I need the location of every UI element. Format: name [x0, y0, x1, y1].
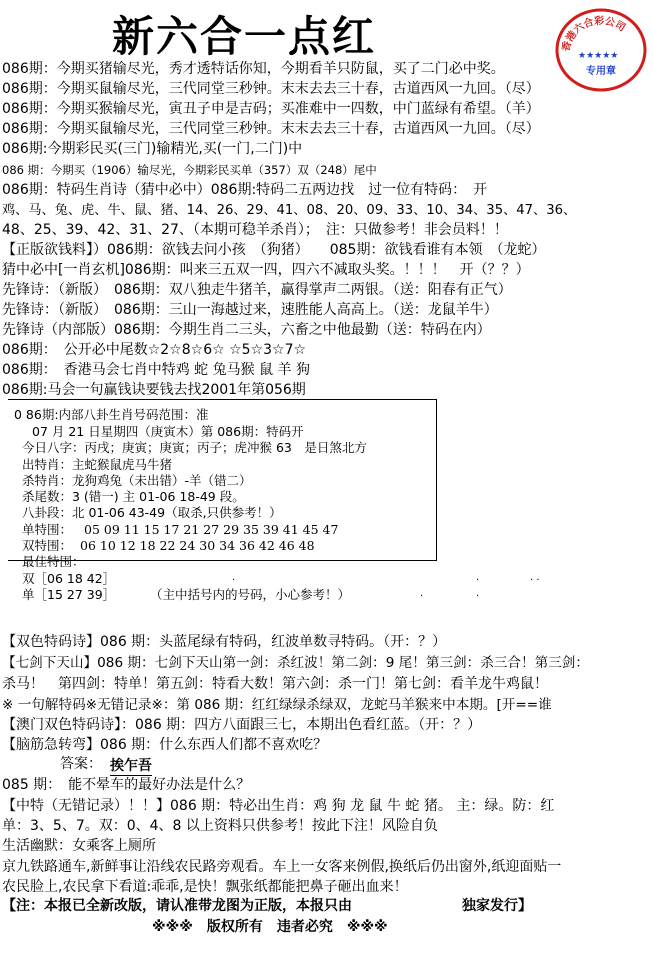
bottom-line: 【双色特码诗】086 期：头蓝尾绿有特码，红波单数寻特码。（开：？） [2, 634, 447, 650]
box-date: 07 月 21 日星期四（庚寅木）第 086期：特码开 [32, 424, 304, 439]
box-best-label: 最佳特围： [22, 554, 85, 569]
footer-publisher: 独家发行】 [462, 898, 532, 914]
top-line: 086期:马会一句赢钱诀要钱去找2001年第056期 [2, 382, 306, 398]
bottom-line: 【中特（无错记录）！！】086 期：特必出生肖：鸡 狗 龙 鼠 牛 蛇 猪。 主：绿。防：红 [2, 798, 555, 814]
bottom-line: 农民脸上,农民拿下看道:乖乖,是快！飘张纸都能把鼻子砸出血来！ [2, 879, 408, 895]
stray-dot: . [476, 572, 480, 583]
top-line: 先锋诗（内部版）086期：今期生肖二三头，六畜之中他最勤（送：特码在内） [2, 322, 491, 338]
box-note: （主中括号内的号码，小心参考！） [150, 587, 351, 602]
top-line: 48、25、39、42、31、27、（本期可稳羊杀肖）； 注：只做参考！非会员料！！ [2, 222, 508, 238]
box-bazi: 今日八字：丙戌；庚寅；庚寅；丙子；虎冲猴 63 是日煞北方 [22, 440, 367, 455]
box-odd-label: 单特围： [22, 522, 73, 537]
box-even-numbers: 06 10 12 18 22 24 30 34 36 42 46 48 [80, 538, 315, 553]
top-line: 086期：特码生肖诗（猜中必中）086期:特码二五两边找 过一位有特码： 开 [2, 182, 488, 198]
top-line: 猜中必中[一肖玄机]086期：叫来三五双一四，四六不减取头奖。！！！ 开（？？） [2, 262, 530, 278]
top-line: 鸡、马、兔、虎、牛、鼠、猪、14、26、29、41、08、20、09、33、10、34、35、47、36、 [2, 203, 577, 218]
bottom-line: 京九铁路通车,新鲜事让沿线农民路旁观看。车上一女客来例假,换纸后仍出窗外,纸迎面贴一 [2, 859, 562, 875]
top-line: 086期： 香港马会七肖中特鸡 蛇 兔马猴 鼠 羊 狗 [2, 362, 310, 378]
seal-stars: ★★★★★ [578, 51, 619, 61]
footer-note: 【注：本报已全新改版，请认准带龙图为正版，本报只由 [2, 898, 352, 914]
stray-dot: . [420, 588, 424, 599]
top-line: 086期:今期彩民买(三门)输精光,买(一门,二门)中 [2, 141, 303, 157]
seal-outer-text: 香港六合彩公司 [560, 15, 627, 53]
top-line: 086期：今期买猪输尽光，秀才透特话你知，今期看羊只防鼠，买了二门必中奖。 [2, 61, 505, 77]
top-line: 先锋诗：（新版） 086期：三山一海越过来，速胜能人高高上。（送：龙鼠羊牛） [2, 302, 498, 318]
bottom-line: 【脑筋急转弯】086 期：什么东西人们都不喜欢吃？ [2, 737, 328, 753]
box-title: 0 86期:内部八卦生肖号码范围：准 [14, 407, 209, 422]
top-line: 086期： 公开必中尾数☆2☆8☆6☆ ☆5☆3☆7☆ [2, 342, 307, 358]
svg-text:香港六合彩公司 [559, 14, 628, 53]
answer-text: 挨乍吾 [110, 755, 152, 776]
box-out-zodiac: 出特肖：主蛇猴鼠虎马牛猪 [22, 457, 173, 472]
bottom-line: 单：3、5、7。双：0、4、8 以上资料只供参考！按此下注！风险自负 [2, 818, 438, 834]
stray-dot: . [232, 572, 236, 583]
seal-inner-text: 专用章 [586, 66, 616, 77]
box-odd-numbers: 05 09 11 15 17 21 27 29 35 39 41 45 47 [84, 522, 339, 537]
bottom-line: ※ 一句解特码※无错记录※：第 086 期：红红绿绿杀绿双，龙蛇马羊猴来中本期。[开==谁 [2, 697, 552, 713]
company-seal [555, 4, 647, 96]
bottom-line: 生活幽默：女乘客上厕所 [2, 838, 156, 854]
box-kill-zodiac: 杀特肖：龙狗鸡兔（未出错）-羊（错二） [22, 473, 252, 488]
bottom-line: 【澳门双色特码诗】：086 期：四方八面跟三七，本期出色看红蓝。（开：？） [2, 717, 482, 733]
top-line: 086 期：今期买（1906）输尽光，今期彩民买单（357）双（248）尾中 [2, 163, 377, 177]
page-title: 新六合一点红 [112, 12, 377, 61]
box-single: 单［15 27 39］ [22, 587, 116, 602]
box-kill-tail: 杀尾数：3 (错一) 主 01-06 18-49 段。 [22, 489, 245, 504]
box-double: 双［06 18 42］ [22, 571, 116, 586]
footer-copyright: ※※※ 版权所有 违者必究 ※※※ [152, 919, 388, 935]
bottom-line: 杀马！ 第四剑：特单！第五剑：特看大数！第六剑：杀一门！第七剑：看羊龙牛鸡鼠！ [2, 676, 548, 692]
top-line: 【正版欲钱料】）086期：欲钱去问小孩 （狗猪） 085期：欲钱看谁有本领 （龙蛇） [2, 242, 546, 258]
top-line: 086期：今期买鼠输尽光，三代同堂三秒钟。末末去去三十春，古道西风一九回。（尽） [2, 121, 540, 137]
top-line: 086期：今期买鼠输尽光，三代同堂三秒钟。末末去去三十春，古道西风一九回。（尽） [2, 81, 540, 97]
answer-label: 答案： [60, 756, 102, 772]
bottom-line: 085 期： 能不晕车的最好办法是什么？ [2, 777, 251, 793]
box-bagua: 八卦段：北 01-06 43-49（取杀,只供参考！） [22, 505, 282, 520]
box-even-label: 双特围： [22, 538, 73, 553]
top-line: 先锋诗：（新版） 086期：双八独走牛猪羊，赢得掌声二两银。（送：阳春有正气） [2, 282, 512, 298]
stray-dot: . [476, 588, 480, 599]
stray-dot: . . [530, 572, 540, 583]
bottom-line: 【七剑下天山】086 期：七剑下天山第一剑：杀红波！第二剑：9 尾！第三剑：杀三合！第三剑： [2, 655, 589, 671]
top-line: 086期：今期买猴输尽光，寅丑子申是吉码；买准难中一四数，中门蓝绿有希望。（羊） [2, 101, 540, 117]
